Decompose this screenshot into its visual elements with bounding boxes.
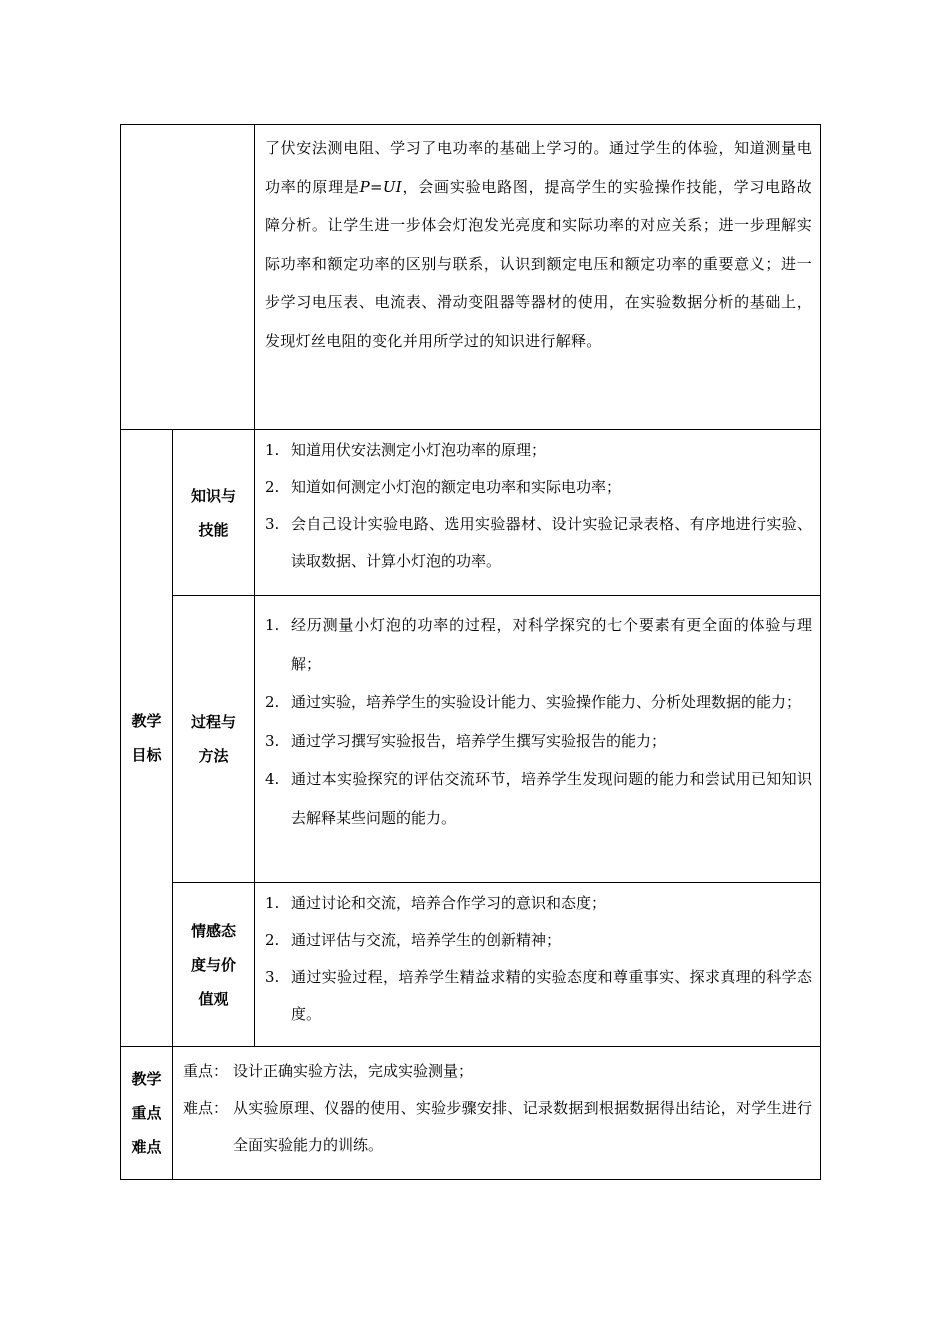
item-text: 通过讨论和交流，培养合作学习的意识和态度； bbox=[291, 894, 607, 912]
intro-text-after: ，会画实验电路图，提高学生的实验操作技能，学习电路故障分析。让学生进一步体会灯泡发光亮度和实际功率的对应关系；进一步理解实际功率和额定功率的区别与联系，认识到额定电压和额定功率的重要意义；进一步学习电压表、电流表、滑动变阻器等器材的使用，在实验数据分析的基础上，发现灯丝电阻的变化并用所学过的知识进行解释。 bbox=[265, 177, 812, 350]
keypoints-label-line2: 重点 bbox=[131, 1104, 162, 1122]
item-number: 1. bbox=[265, 616, 280, 634]
item-text: 通过实验过程，培养学生精益求精的实验态度和尊重事实、探求真理的科学态度。 bbox=[291, 968, 812, 1023]
knowledge-cell bbox=[255, 430, 821, 596]
emotion-label bbox=[173, 883, 255, 1047]
lesson-plan-page bbox=[120, 124, 820, 1180]
objectives-label-line2: 目标 bbox=[131, 746, 162, 764]
item-text: 通过评估与交流，培养学生的创新精神； bbox=[291, 931, 562, 949]
emotion-label-line1: 情感态 bbox=[190, 921, 236, 940]
knowledge-label-line2: 技能 bbox=[198, 520, 229, 539]
emotion-cell bbox=[255, 883, 821, 1047]
focus-row bbox=[183, 1053, 812, 1090]
knowledge-label bbox=[173, 430, 255, 596]
emotion-row bbox=[121, 883, 821, 1047]
knowledge-row bbox=[121, 430, 821, 596]
list-item bbox=[265, 722, 812, 761]
list-item bbox=[265, 506, 812, 580]
objectives-label-line1: 教学 bbox=[131, 712, 162, 730]
list-item bbox=[265, 469, 812, 506]
emotion-list bbox=[255, 883, 820, 1041]
keypoints-label bbox=[121, 1047, 173, 1180]
item-number: 3. bbox=[265, 731, 280, 750]
intro-cell bbox=[255, 125, 821, 430]
list-item bbox=[265, 432, 812, 469]
process-cell bbox=[255, 596, 821, 883]
item-text: 通过学习撰写实验报告，培养学生撰写实验报告的能力； bbox=[291, 731, 667, 750]
item-number: 1. bbox=[265, 441, 280, 459]
knowledge-label-line1: 知识与 bbox=[190, 486, 236, 505]
process-label bbox=[173, 596, 255, 883]
item-number: 4. bbox=[265, 770, 280, 788]
intro-row bbox=[121, 125, 821, 430]
focus-label: 重点： bbox=[183, 1062, 229, 1080]
list-item bbox=[265, 922, 812, 959]
item-text: 经历测量小灯泡的功率的过程，对科学探究的七个要素有更全面的体验与理解； bbox=[291, 616, 812, 673]
item-number: 3. bbox=[265, 968, 280, 986]
item-text: 知道如何测定小灯泡的额定电功率和实际电功率； bbox=[291, 478, 622, 496]
difficulty-row bbox=[183, 1090, 812, 1164]
item-text: 通过本实验探究的评估交流环节，培养学生发现问题的能力和尝试用已知知识去解释某些问题的能力。 bbox=[291, 770, 812, 827]
item-number: 2. bbox=[265, 693, 280, 711]
item-text: 会自己设计实验电路、选用实验器材、设计实验记录表格、有序地进行实验、读取数据、计算小灯泡的功率。 bbox=[291, 515, 812, 570]
power-formula: P=UI bbox=[359, 177, 403, 196]
keypoints-cell bbox=[173, 1047, 821, 1180]
item-number: 2. bbox=[265, 478, 280, 496]
list-item bbox=[265, 683, 812, 722]
process-label-line1: 过程与 bbox=[190, 713, 236, 731]
process-label-line2: 方法 bbox=[198, 747, 229, 765]
item-text: 通过实验，培养学生的实验设计能力、实验操作能力、分析处理数据的能力； bbox=[291, 693, 802, 711]
keypoints-content bbox=[173, 1047, 820, 1172]
emotion-label-line2: 度与价 bbox=[190, 955, 236, 974]
list-item bbox=[265, 606, 812, 683]
list-item bbox=[265, 959, 812, 1033]
keypoints-row bbox=[121, 1047, 821, 1180]
list-item bbox=[265, 885, 812, 922]
difficulty-text: 从实验原理、仪器的使用、实验步骤安排、记录数据到根据数据得出结论，对学生进行全面实验能力的训练。 bbox=[233, 1099, 812, 1154]
knowledge-list bbox=[255, 430, 820, 588]
difficulty-label: 难点： bbox=[183, 1099, 229, 1117]
list-item bbox=[265, 760, 812, 837]
item-number: 2. bbox=[265, 931, 280, 949]
item-text: 知道用伏安法测定小灯泡功率的原理； bbox=[291, 441, 547, 459]
intro-paragraph bbox=[255, 125, 820, 370]
item-number: 1. bbox=[265, 894, 280, 912]
lesson-plan-table bbox=[120, 124, 821, 1180]
intro-label-cell bbox=[121, 125, 255, 430]
item-number: 3. bbox=[265, 515, 280, 533]
emotion-label-line3: 值观 bbox=[198, 989, 229, 1008]
process-list bbox=[255, 596, 820, 845]
objectives-label bbox=[121, 430, 173, 1047]
keypoints-label-line3: 难点 bbox=[131, 1138, 162, 1156]
process-row bbox=[121, 596, 821, 883]
focus-text: 设计正确实验方法，完成实验测量； bbox=[233, 1062, 474, 1080]
keypoints-label-line1: 教学 bbox=[131, 1070, 162, 1088]
intro-text-before: 了伏安法测电阻、学习了电功率的基础上学习的。通过学生的体验，知道测量电功率的原理是 bbox=[265, 139, 812, 196]
